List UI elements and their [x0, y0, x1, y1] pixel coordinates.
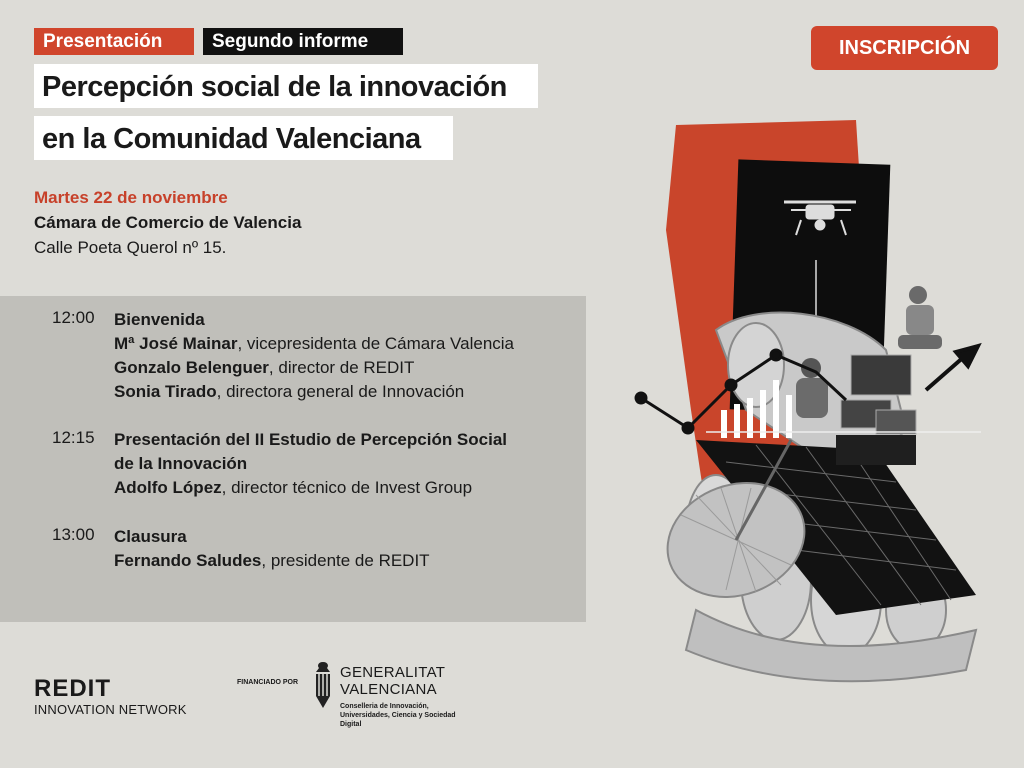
- agenda-time: 12:15: [52, 428, 95, 447]
- tag-segundo-informe: Segundo informe: [203, 28, 403, 55]
- agenda-title: Bienvenida: [114, 310, 205, 329]
- agenda-speaker: [114, 476, 574, 500]
- redit-logo-subtitle: INNOVATION NETWORK: [34, 702, 187, 717]
- agenda-speaker: [114, 332, 574, 356]
- generalitat-name-line2: VALENCIANA: [340, 681, 437, 698]
- speaker-name: Mª José Mainar: [114, 334, 238, 353]
- register-button[interactable]: INSCRIPCIÓN: [811, 26, 998, 70]
- speaker-name: Adolfo López: [114, 478, 222, 497]
- financiado-label: FINANCIADO POR: [237, 679, 299, 686]
- generalitat-name-line1: GENERALITAT: [340, 664, 446, 681]
- page-title-line1: Percepción social de la innovación: [34, 64, 538, 108]
- agenda-title: de la Innovación: [114, 454, 248, 473]
- redit-logo-name: REDIT: [34, 675, 111, 702]
- tag-presentacion: Presentación: [34, 28, 194, 55]
- speaker-role: , director de REDIT: [268, 358, 415, 377]
- agenda-title: Clausura: [114, 527, 187, 546]
- speaker-name: Gonzalo Belenguer: [114, 358, 269, 377]
- agenda-body: [114, 525, 574, 573]
- event-date: Martes 22 de noviembre: [34, 188, 228, 207]
- speaker-name: Sonia Tirado: [114, 382, 217, 401]
- agenda-body: [114, 308, 574, 404]
- page-title-line2: en la Comunidad Valenciana: [34, 116, 453, 160]
- speaker-role: , director técnico de Invest Group: [221, 478, 473, 497]
- speaker-role: , presidente de REDIT: [261, 551, 430, 570]
- agenda-speaker: [114, 549, 574, 573]
- generalitat-logo: [312, 660, 462, 740]
- event-address: Calle Poeta Querol nº 15.: [34, 238, 227, 257]
- generalitat-name: [340, 664, 445, 698]
- speaker-name: Fernando Saludes: [114, 551, 262, 570]
- arrow-up-icon: [926, 346, 978, 390]
- agenda-title: Presentación del II Estudio de Percepción Social: [114, 430, 508, 449]
- agenda-panel: [0, 296, 586, 622]
- redit-logo: [34, 676, 187, 718]
- coat-of-arms-icon: [312, 660, 334, 710]
- speaker-role: , vicepresidenta de Cámara Valencia: [237, 334, 515, 353]
- event-venue: Cámara de Comercio de Valencia: [34, 213, 302, 232]
- seated-person-figure: [898, 286, 942, 349]
- agenda-time: 12:00: [52, 308, 95, 327]
- collage-illustration: [606, 110, 1006, 710]
- agenda-speaker: [114, 380, 574, 404]
- generalitat-department: Conselleria de Innovación, Universidades, Ciencia y Sociedad Digital: [340, 703, 456, 728]
- speaker-role: , directora general de Innovación: [216, 382, 465, 401]
- agenda-speaker: [114, 356, 574, 380]
- agenda-body: [114, 428, 574, 500]
- agenda-time: 13:00: [52, 525, 95, 544]
